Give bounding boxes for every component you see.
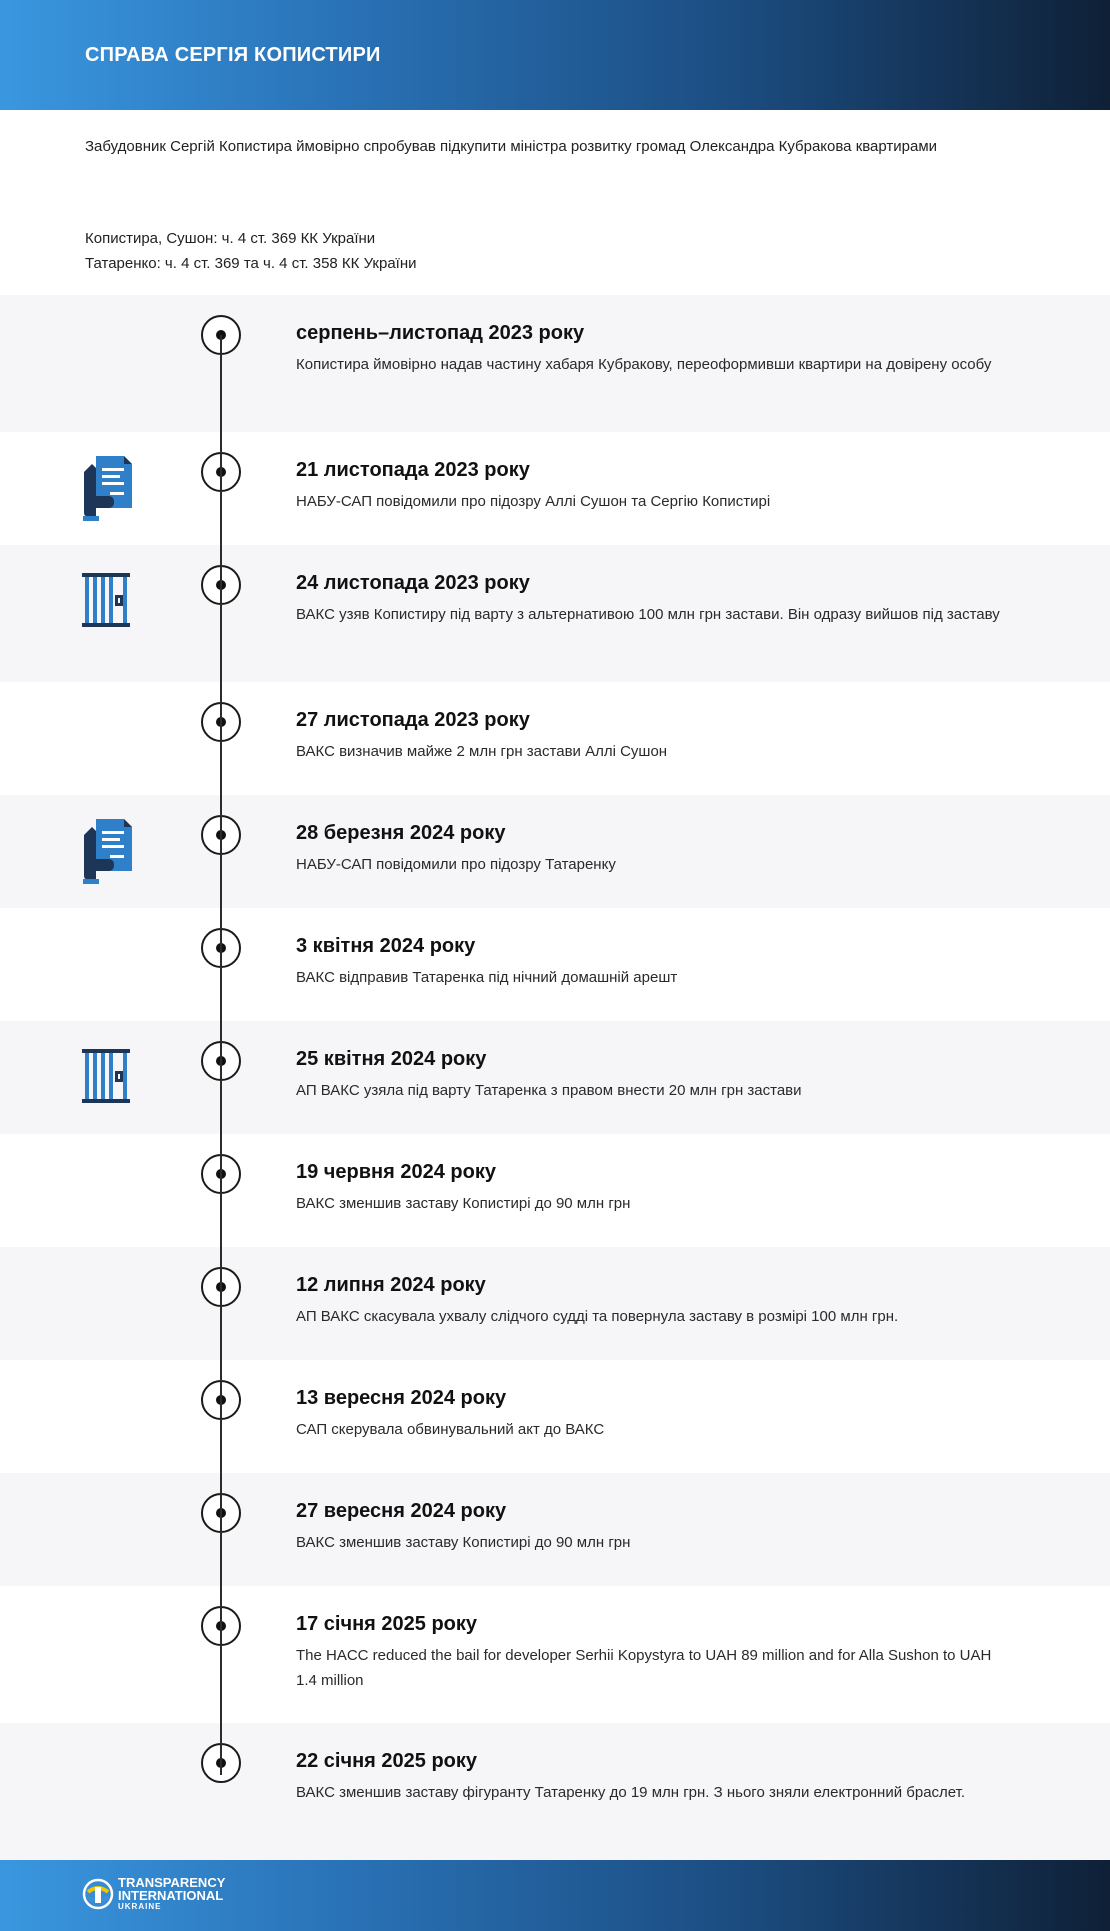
prison-bars-icon xyxy=(82,573,132,634)
timeline-row xyxy=(0,1723,1110,1860)
timeline-row xyxy=(0,1473,1110,1586)
timeline-row xyxy=(0,1247,1110,1360)
event-description: Копистира ймовірно надав частину хабаря Кубракову, переоформивши квартири на довірену особу xyxy=(296,356,992,373)
event-date: 27 листопада 2023 року xyxy=(296,709,530,731)
event-date: 25 квітня 2024 року xyxy=(296,1048,487,1070)
timeline-line xyxy=(220,335,222,1775)
event-date: 24 листопада 2023 року xyxy=(296,572,530,594)
timeline xyxy=(0,295,1110,1860)
timeline-row xyxy=(0,1134,1110,1247)
timeline-row xyxy=(0,908,1110,1021)
event-date: 13 вересня 2024 року xyxy=(296,1387,507,1409)
logo-text: TRANSPARENCY xyxy=(118,1875,226,1890)
event-date: 17 січня 2025 року xyxy=(296,1613,478,1635)
transparency-international-logo xyxy=(82,1876,225,1912)
event-description: ВАКС зменшив заставу фігуранту Татаренку до 19 млн грн. З нього зняли електронний браслет. xyxy=(296,1784,966,1801)
suspicion-document-icon xyxy=(82,819,132,894)
event-date: 19 червня 2024 року xyxy=(296,1161,496,1183)
legal-article-line: Татаренко: ч. 4 ст. 369 та ч. 4 ст. 358 КК України xyxy=(85,255,417,272)
event-date: серпень–листопад 2023 року xyxy=(296,322,585,344)
timeline-row xyxy=(0,295,1110,432)
event-description: ВАКС відправив Татаренка під нічний домашній арешт xyxy=(296,969,678,986)
prison-bars-icon xyxy=(82,1049,132,1110)
event-date: 22 січня 2025 року xyxy=(296,1750,478,1772)
timeline-row xyxy=(0,1586,1110,1723)
legal-articles xyxy=(85,226,985,276)
event-description: ВАКС зменшив заставу Копистирі до 90 млн грн xyxy=(296,1534,631,1551)
event-description: НАБУ-САП повідомили про підозру Татаренку xyxy=(296,856,616,873)
event-description: ВАКС визначив майже 2 млн грн застави Аллі Сушон xyxy=(296,743,668,760)
page-title: СПРАВА СЕРГІЯ КОПИСТИРИ xyxy=(85,44,381,66)
intro-text: Забудовник Сергій Копистира ймовірно спробував підкупити міністра розвитку громад Олександра Кубракова квартирами xyxy=(85,138,938,155)
header-banner xyxy=(0,0,1110,110)
event-description: САП скерувала обвинувальний акт до ВАКС xyxy=(296,1421,605,1438)
suspicion-document-icon xyxy=(82,456,132,531)
event-description: АП ВАКС узяла під варту Татаренка з правом внести 20 млн грн застави xyxy=(296,1082,802,1099)
event-date: 27 вересня 2024 року xyxy=(296,1500,507,1522)
event-date: 12 липня 2024 року xyxy=(296,1274,486,1296)
event-date: 21 листопада 2023 року xyxy=(296,459,530,481)
event-description: АП ВАКС скасувала ухвалу слідчого судді та повернула заставу в розмірі 100 млн грн. xyxy=(296,1308,899,1325)
timeline-row xyxy=(0,795,1110,908)
event-description: НАБУ-САП повідомили про підозру Аллі Сушон та Сергію Копистирі xyxy=(296,493,771,510)
timeline-row xyxy=(0,682,1110,795)
event-description: The HACC reduced the bail for developer Serhii Kopystyra to UAH 89 million and for Alla Sushon to UAH 1.4 million xyxy=(296,1647,992,1689)
logo-text: UKRAINE xyxy=(118,1902,162,1911)
timeline-row xyxy=(0,432,1110,545)
event-description: ВАКС узяв Копистиру під варту з альтернативою 100 млн грн застави. Він одразу вийшов під заставу xyxy=(296,606,1000,623)
timeline-row xyxy=(0,1360,1110,1473)
event-date: 28 березня 2024 року xyxy=(296,822,506,844)
timeline-row xyxy=(0,545,1110,682)
footer-banner xyxy=(0,1860,1110,1931)
legal-article-line: Копистира, Сушон: ч. 4 ст. 369 КК України xyxy=(85,230,376,247)
logo-text: INTERNATIONAL xyxy=(118,1888,224,1903)
event-description: ВАКС зменшив заставу Копистирі до 90 млн грн xyxy=(296,1195,631,1212)
ti-emblem-icon xyxy=(82,1877,114,1911)
event-date: 3 квітня 2024 року xyxy=(296,935,476,957)
timeline-row xyxy=(0,1021,1110,1134)
